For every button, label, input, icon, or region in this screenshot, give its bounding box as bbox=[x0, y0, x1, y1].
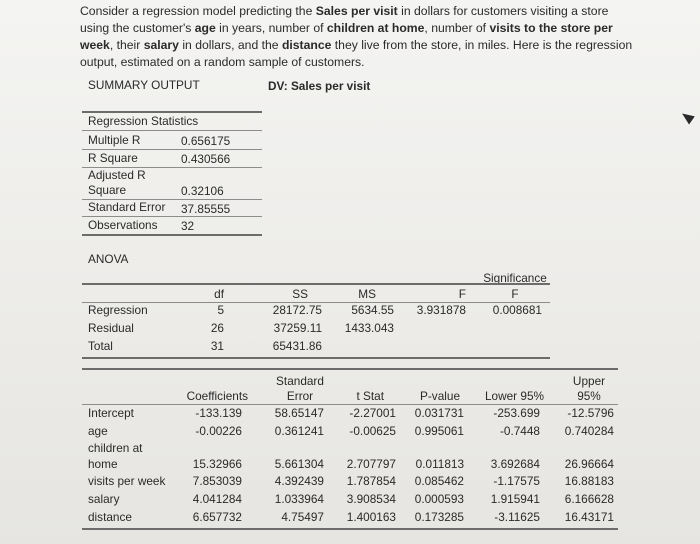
coef-cell: 26.96664 bbox=[564, 457, 614, 471]
anova-header-sig: F bbox=[511, 287, 519, 301]
anova-cell: 3.931878 bbox=[416, 303, 466, 317]
coef-header-se: Standard bbox=[276, 374, 324, 388]
divider bbox=[82, 357, 550, 359]
coef-header-se: Error bbox=[286, 389, 314, 403]
anova-cell: 26 bbox=[210, 321, 224, 335]
anova-cell: 0.008681 bbox=[492, 303, 542, 317]
coef-row-label: Intercept bbox=[88, 406, 134, 420]
divider bbox=[82, 130, 262, 131]
coef-cell: 16.43171 bbox=[564, 510, 614, 524]
divider bbox=[82, 216, 262, 217]
coef-cell: -3.11625 bbox=[494, 510, 540, 524]
stat-label: Standard Error bbox=[88, 200, 166, 214]
divider bbox=[82, 111, 262, 113]
anova-cell: 31 bbox=[210, 339, 224, 353]
stat-value: 32 bbox=[181, 219, 195, 233]
divider bbox=[82, 149, 262, 150]
anova-row-label: Regression bbox=[88, 303, 148, 317]
divider bbox=[82, 528, 618, 530]
anova-header-ss: SS bbox=[292, 287, 308, 301]
divider bbox=[82, 368, 618, 370]
coef-row-label: distance bbox=[88, 510, 132, 524]
coef-cell: 15.32966 bbox=[192, 457, 242, 471]
coef-cell: 1.033964 bbox=[274, 492, 324, 506]
coef-cell: -253.699 bbox=[493, 406, 540, 420]
coef-cell: 3.908534 bbox=[346, 492, 396, 506]
coef-cell: 4.75497 bbox=[281, 510, 324, 524]
stat-label: Square bbox=[88, 183, 127, 197]
divider bbox=[82, 283, 550, 285]
coef-row-label: age bbox=[88, 424, 108, 438]
coef-cell: 4.392439 bbox=[274, 474, 324, 488]
anova-cell: 5634.55 bbox=[351, 303, 394, 317]
coef-cell: 3.692684 bbox=[490, 457, 540, 471]
coef-header-t: t Stat bbox=[356, 389, 384, 403]
coef-cell: -1.17575 bbox=[493, 474, 540, 488]
coef-cell: 0.031731 bbox=[414, 406, 464, 420]
coef-cell: 0.000593 bbox=[414, 492, 464, 506]
coef-cell: 4.041284 bbox=[192, 492, 242, 506]
anova-header-df: df bbox=[214, 287, 224, 301]
coef-cell: 0.361241 bbox=[274, 424, 324, 438]
coef-cell: 2.707797 bbox=[346, 457, 396, 471]
coef-cell: -133.139 bbox=[195, 406, 242, 420]
stat-label: R Square bbox=[88, 151, 138, 165]
coef-cell: -2.27001 bbox=[349, 406, 396, 420]
regression-statistics-heading: Regression Statistics bbox=[88, 114, 199, 128]
coef-cell: 0.740284 bbox=[564, 424, 614, 438]
stat-value: 0.430566 bbox=[181, 152, 231, 166]
divider bbox=[82, 404, 618, 405]
coef-cell: 1.400163 bbox=[346, 510, 396, 524]
coef-row-label: home bbox=[88, 457, 118, 471]
coef-cell: -0.00625 bbox=[349, 424, 396, 438]
coef-header-upper: Upper bbox=[572, 374, 606, 388]
divider bbox=[82, 234, 262, 236]
coef-header-lower: Lower 95% bbox=[484, 389, 544, 403]
coef-cell: 0.011813 bbox=[415, 457, 464, 471]
coef-cell: 7.853039 bbox=[192, 474, 242, 488]
anova-heading: ANOVA bbox=[88, 252, 129, 266]
anova-cell: 28172.75 bbox=[272, 303, 322, 317]
stat-value: 37.85555 bbox=[181, 202, 231, 216]
stat-value: 0.656175 bbox=[181, 134, 231, 148]
anova-row-label: Total bbox=[88, 339, 113, 353]
stat-label: Adjusted R bbox=[88, 168, 146, 182]
question-text: Consider a regression model predicting the Sales per visit in dollars for customers visiting a store using the customer's age in years, number of children at home, number of visits to the store per week, their salary in dollars, and the distance they live from the store, in miles. Here is the regression output, estimated on a random sample of customers. bbox=[80, 4, 633, 69]
coef-row-label: children at bbox=[88, 441, 143, 455]
anova-header-sig: Significance bbox=[483, 271, 547, 285]
coef-row-label: visits per week bbox=[88, 474, 166, 488]
coef-cell: 0.995061 bbox=[414, 424, 464, 438]
coef-cell: 1.915941 bbox=[490, 492, 540, 506]
coef-header-coef: Coefficients bbox=[186, 389, 248, 403]
anova-header-f: F bbox=[458, 287, 466, 301]
coef-cell: 5.661304 bbox=[274, 457, 324, 471]
anova-row-label: Residual bbox=[88, 321, 134, 335]
anova-cell: 65431.86 bbox=[272, 339, 322, 353]
coef-cell: 1.787854 bbox=[346, 474, 396, 488]
anova-cell: 1433.043 bbox=[344, 321, 394, 335]
coef-cell: 0.173285 bbox=[414, 510, 464, 524]
coef-cell: 6.657732 bbox=[192, 510, 242, 524]
stat-label: Observations bbox=[88, 218, 158, 232]
stat-label: Multiple R bbox=[88, 133, 141, 147]
summary-output-label: SUMMARY OUTPUT bbox=[88, 78, 200, 92]
coef-cell: 6.166628 bbox=[564, 492, 614, 506]
coef-row-label: salary bbox=[88, 492, 120, 506]
mouse-cursor-icon bbox=[679, 109, 695, 124]
stat-value: 0.32106 bbox=[181, 184, 224, 198]
coef-cell: -0.00226 bbox=[195, 424, 242, 438]
anova-cell: 5 bbox=[217, 303, 224, 317]
coef-cell: 16.88183 bbox=[564, 474, 614, 488]
coef-cell: -12.5796 bbox=[567, 406, 614, 420]
coef-cell: 0.085462 bbox=[414, 474, 464, 488]
anova-header-ms: MS bbox=[358, 287, 376, 301]
coef-cell: 58.65147 bbox=[274, 406, 324, 420]
anova-cell: 37259.11 bbox=[273, 321, 322, 335]
dv-label: DV: Sales per visit bbox=[268, 79, 371, 93]
coef-cell: -0.7448 bbox=[499, 424, 540, 438]
coef-header-upper: 95% bbox=[577, 389, 601, 403]
coef-header-p: P-value bbox=[420, 389, 460, 403]
